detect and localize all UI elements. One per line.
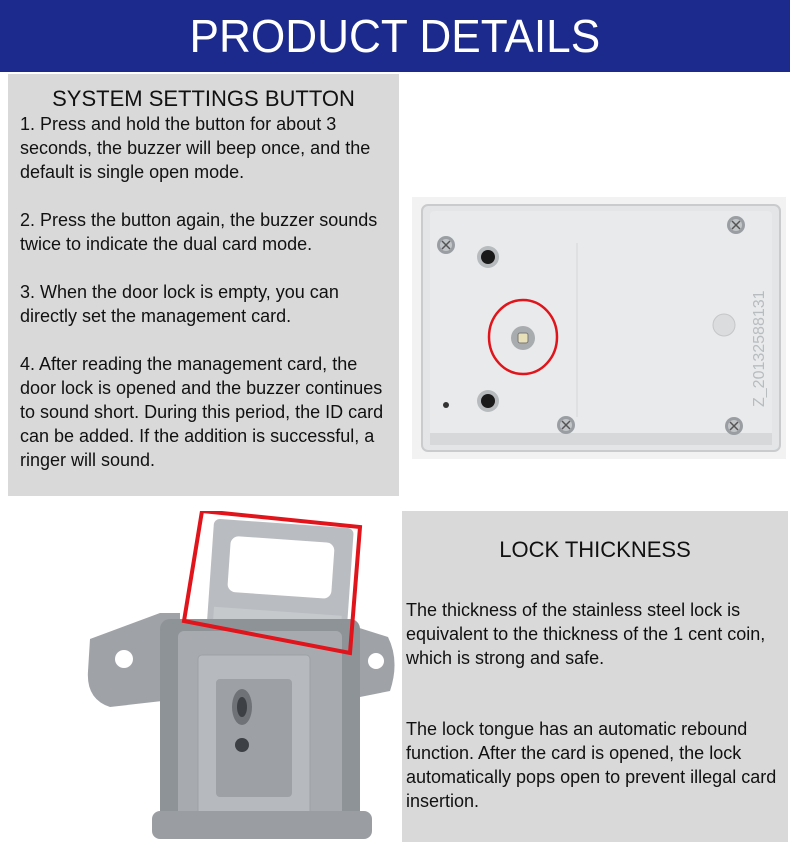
step-3: 3. When the door lock is empty, you can directly set the management card. <box>20 282 339 326</box>
system-settings-steps <box>20 112 394 496</box>
system-settings-title: SYSTEM SETTINGS BUTTON <box>52 86 355 111</box>
rebound-text: The lock tongue has an automatic rebound function. After the card is opened, the lock automatically pops open to prevent illegal card insertion. <box>406 719 777 811</box>
system-settings-panel <box>8 74 399 496</box>
lock-tongue-photo <box>20 511 402 842</box>
lock-back-photo <box>412 197 786 459</box>
screw-icon <box>557 416 575 434</box>
thickness-text: The thickness of the stainless steel lock is equivalent to the thickness of the 1 cent coin, which is strong and safe. <box>406 600 766 668</box>
lock-thickness-paragraph-1 <box>406 598 786 670</box>
step-2: 2. Press the button again, the buzzer sounds twice to indicate the dual card mode. <box>20 210 378 254</box>
lock-thickness-title: LOCK THICKNESS <box>499 537 691 562</box>
engraving-text: Z_20132588131 <box>751 290 768 407</box>
header-banner <box>0 0 790 72</box>
page-title: PRODUCT DETAILS <box>189 10 601 62</box>
screw-icon <box>437 236 455 254</box>
step-1: 1. Press and hold the button for about 3 seconds, the buzzer will beep once, and the default is single open mode. <box>20 114 371 182</box>
screw-icon <box>727 216 745 234</box>
lock-thickness-panel <box>402 511 788 842</box>
step-4: 4. After reading the management card, the door lock is opened and the buzzer continues to sound short. During this period, the ID card can be added. If the addition is successful, a ringer will sound. <box>20 354 384 470</box>
screw-icon <box>725 417 743 435</box>
lock-thickness-paragraph-2 <box>406 717 786 813</box>
